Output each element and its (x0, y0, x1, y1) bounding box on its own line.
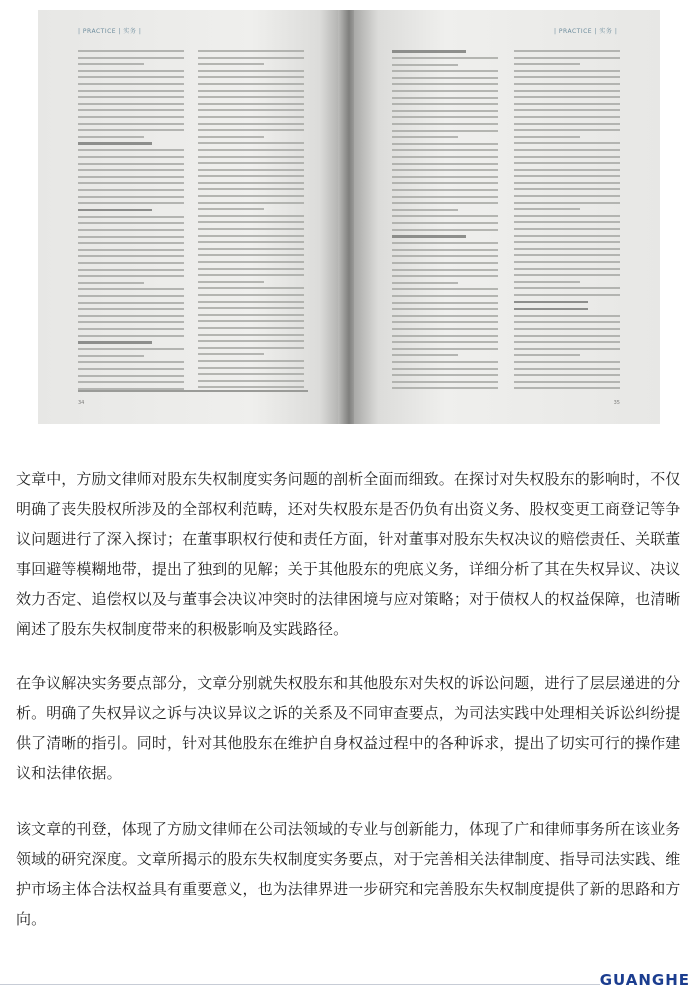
blurred-text-line (198, 156, 304, 158)
blurred-text-line (514, 374, 620, 376)
blurred-text-line (514, 215, 620, 217)
blurred-text-line (198, 221, 304, 223)
blurred-text-line (392, 282, 458, 284)
blurred-text-line (78, 123, 184, 125)
blurred-text-line (78, 328, 184, 330)
blurred-text-line (198, 103, 304, 105)
blurred-text-line (78, 63, 144, 65)
blurred-text-line (78, 315, 184, 317)
blurred-text-line (78, 255, 184, 257)
blurred-text-line (78, 242, 184, 244)
blurred-text-line (514, 103, 620, 105)
blurred-text-line (198, 235, 304, 237)
right-page-column-2 (514, 50, 620, 394)
blurred-text-line (514, 348, 620, 350)
blurred-text-line (198, 123, 304, 125)
paragraph-2-text: 在争议解决实务要点部分，文章分别就失权股东和其他股东对失权的诉讼问题，进行了层层递进的分析。明确了失权异议之诉与决议异议之诉的关系及不同审查要点，为司法实践中处理相关诉讼纠纷提供了清晰的指引。同时，针对其他股东在维护自身权益过程中的各种诉求，提出了切实可行的操作建议和法律依据。 (16, 674, 681, 782)
blurred-text-line (514, 175, 620, 177)
open-magazine (38, 10, 660, 424)
blurred-text-line (78, 262, 184, 264)
blurred-text-line (78, 163, 184, 165)
blurred-text-line (392, 288, 498, 290)
blurred-text-line (198, 169, 304, 171)
blurred-text-line (514, 301, 588, 304)
blurred-text-line (78, 275, 184, 277)
blurred-text-line (78, 202, 184, 204)
blurred-text-line (78, 96, 184, 98)
blurred-text-line (198, 301, 304, 303)
blurred-text-line (198, 208, 264, 210)
blurred-text-line (198, 50, 304, 52)
blurred-text-line (198, 248, 304, 250)
blurred-text-line (78, 142, 152, 145)
left-page-column-2 (198, 50, 304, 393)
blurred-text-line (198, 90, 304, 92)
blurred-text-line (392, 222, 498, 224)
left-page-footnote (78, 390, 308, 392)
blurred-text-line (78, 308, 184, 310)
blurred-text-line (198, 287, 304, 289)
blurred-text-line (392, 308, 498, 310)
blurred-text-line (78, 236, 184, 238)
blurred-text-line (198, 182, 304, 184)
blurred-text-line (514, 281, 580, 283)
blurred-text-line (514, 109, 620, 111)
blurred-text-line (78, 50, 184, 52)
blurred-text-line (78, 341, 152, 344)
blurred-text-line (514, 248, 620, 250)
blurred-text-line (392, 315, 498, 317)
blurred-text-line (392, 123, 498, 125)
blurred-text-line (198, 195, 304, 197)
blurred-text-line (198, 162, 304, 164)
blurred-text-line (392, 90, 498, 92)
blurred-text-line (514, 162, 620, 164)
blurred-text-line (514, 195, 620, 197)
left-page-header: | PRACTICE | 实务 | (78, 28, 142, 35)
blurred-text-line (78, 295, 184, 297)
blurred-text-line (392, 374, 498, 376)
footer-divider (0, 984, 600, 985)
blurred-text-line (78, 282, 144, 284)
blurred-text-line (392, 249, 498, 251)
paragraph-1-text: 文章中，方励文律师对股东失权制度实务问题的剖析全面而细致。在探讨对失权股东的影响时，不仅明确了丧失股权所涉及的全部权利范畴，还对失权股东是否仍负有出资义务、股权变更工商登记等争议问题进行了深入探讨；在董事职权行使和责任方面，针对董事对股东失权决议的赔偿责任、关联董事回避等模糊地带，提出了独到的见解；关于其他股东的兜底义务，详细分析了其在失权异议、决议效力否定、追偿权以及与董事会决议冲突时的法律困境与应对策略；对于债权人的权益保障，也清晰阐述了股东失权制度带来的积极影响及实践路径。 (16, 470, 681, 638)
blurred-text-line (78, 222, 184, 224)
magazine-right-page (354, 10, 660, 424)
blurred-text-line (392, 209, 458, 211)
blurred-text-line (514, 315, 620, 317)
blurred-text-line (514, 387, 620, 389)
blurred-text-line (392, 354, 458, 356)
blurred-text-line (198, 109, 304, 111)
blurred-text-line (392, 143, 498, 145)
blurred-text-line (198, 261, 304, 263)
blurred-text-line (514, 208, 580, 210)
blurred-text-line (198, 353, 264, 355)
blurred-text-line (78, 129, 184, 131)
blurred-text-line (514, 354, 580, 356)
blurred-text-line (198, 320, 304, 322)
blurred-text-line (514, 294, 620, 296)
blurred-text-line (514, 76, 620, 78)
blurred-text-line (392, 387, 498, 389)
blurred-text-line (78, 57, 184, 59)
blurred-text-line (198, 334, 304, 336)
blurred-text-line (392, 215, 498, 217)
blurred-text-line (392, 149, 498, 151)
blurred-text-line (514, 142, 620, 144)
blurred-text-line (514, 70, 620, 72)
blurred-text-line (392, 242, 498, 244)
blurred-text-line (392, 64, 458, 66)
blurred-text-line (78, 368, 184, 370)
blurred-text-line (514, 287, 620, 289)
blurred-text-line (78, 249, 184, 251)
blurred-text-line (514, 228, 620, 230)
blurred-text-line (392, 176, 498, 178)
blurred-text-line (514, 50, 620, 52)
blurred-text-line (392, 130, 498, 132)
left-page-column-1 (78, 50, 184, 394)
blurred-text-line (78, 169, 184, 171)
blurred-text-line (392, 182, 498, 184)
blurred-text-line (514, 221, 620, 223)
blurred-text-line (392, 255, 498, 257)
blurred-text-line (392, 57, 498, 59)
blurred-text-line (78, 355, 144, 357)
blurred-text-line (514, 96, 620, 98)
blurred-text-line (198, 360, 304, 362)
blurred-text-line (514, 261, 620, 263)
blurred-text-line (78, 302, 184, 304)
blurred-text-line (78, 229, 184, 231)
blurred-text-line (198, 274, 304, 276)
blurred-text-line (198, 241, 304, 243)
blurred-text-line (198, 373, 304, 375)
blurred-text-line (514, 129, 620, 131)
blurred-text-line (78, 381, 184, 383)
blurred-text-line (78, 335, 184, 337)
blurred-text-line (514, 169, 620, 171)
blurred-text-line (392, 116, 498, 118)
blurred-text-line (78, 375, 184, 377)
blurred-text-line (514, 182, 620, 184)
blurred-text-line (198, 57, 304, 59)
blurred-text-line (392, 189, 498, 191)
blurred-text-line (392, 269, 498, 271)
blurred-text-line (514, 268, 620, 270)
blurred-text-line (78, 83, 184, 85)
blurred-text-line (514, 235, 620, 237)
blurred-text-line (198, 268, 304, 270)
blurred-text-line (198, 96, 304, 98)
blurred-text-line (392, 169, 498, 171)
blurred-text-line (198, 116, 304, 118)
blurred-text-line (78, 361, 184, 363)
blurred-text-line (198, 63, 264, 65)
blurred-text-line (198, 386, 304, 388)
blurred-text-line (198, 327, 304, 329)
blurred-text-line (198, 215, 304, 217)
blurred-text-line (392, 361, 498, 363)
blurred-text-line (514, 116, 620, 118)
magazine-left-page (38, 10, 344, 424)
blurred-text-line (392, 97, 498, 99)
blurred-text-line (78, 189, 184, 191)
blurred-text-line (392, 328, 498, 330)
blurred-text-line (392, 302, 498, 304)
blurred-text-line (198, 188, 304, 190)
blurred-text-line (78, 209, 152, 212)
blurred-text-line (392, 368, 498, 370)
blurred-text-line (198, 254, 304, 256)
blurred-text-line (78, 136, 144, 138)
blurred-text-line (392, 202, 498, 204)
blurred-text-line (78, 348, 184, 350)
blurred-text-line (514, 381, 620, 383)
blurred-text-line (78, 109, 184, 111)
paragraph-1 (16, 464, 684, 644)
blurred-text-line (198, 380, 304, 382)
right-page-header: | PRACTICE | 实务 | (554, 28, 618, 35)
blurred-text-line (392, 229, 498, 231)
blurred-text-line (78, 288, 184, 290)
blurred-text-line (392, 83, 498, 85)
blurred-text-line (198, 294, 304, 296)
blurred-text-line (198, 228, 304, 230)
blurred-text-line (78, 76, 184, 78)
blurred-text-line (514, 328, 620, 330)
blurred-text-line (198, 202, 304, 204)
blurred-text-line (514, 241, 620, 243)
blurred-text-line (514, 274, 620, 276)
blurred-text-line (514, 308, 588, 311)
blurred-text-line (78, 216, 184, 218)
left-page-number: 34 (78, 400, 85, 406)
blurred-text-line (392, 262, 498, 264)
blurred-text-line (78, 269, 184, 271)
blurred-text-line (198, 175, 304, 177)
blurred-text-line (392, 341, 498, 343)
blurred-text-line (78, 196, 184, 198)
blurred-text-line (514, 361, 620, 363)
blurred-text-line (198, 281, 264, 283)
blurred-text-line (514, 123, 620, 125)
blurred-text-line (392, 275, 498, 277)
blurred-text-line (514, 83, 620, 85)
blurred-text-line (514, 90, 620, 92)
blurred-text-line (392, 348, 498, 350)
paragraph-3-text: 该文章的刊登，体现了方励文律师在公司法领域的专业与创新能力，体现了广和律师事务所在该业务领域的研究深度。文章所揭示的股东失权制度实务要点，对于完善相关法律制度、指导司法实践、维护市场主体合法权益具有重要意义，也为法律界进一步研究和完善股东失权制度提供了新的思路和方向。 (16, 820, 681, 928)
blurred-text-line (198, 136, 264, 138)
blurred-text-line (198, 314, 304, 316)
blurred-text-line (198, 76, 304, 78)
blurred-text-line (392, 381, 498, 383)
right-page-number: 35 (613, 400, 620, 406)
blurred-text-line (198, 347, 304, 349)
blurred-text-line (392, 50, 466, 53)
blurred-text-line (198, 307, 304, 309)
blurred-text-line (514, 188, 620, 190)
blurred-text-line (514, 156, 620, 158)
blurred-text-line (78, 149, 184, 151)
blurred-text-line (198, 142, 304, 144)
blurred-text-line (392, 77, 498, 79)
blurred-text-line (198, 70, 304, 72)
blurred-text-line (514, 335, 620, 337)
blurred-text-line (514, 368, 620, 370)
blurred-text-line (198, 129, 304, 131)
blurred-text-line (392, 295, 498, 297)
blurred-text-line (514, 149, 620, 151)
blurred-text-line (198, 340, 304, 342)
blurred-text-line (514, 202, 620, 204)
blurred-text-line (78, 156, 184, 158)
blurred-text-line (514, 136, 580, 138)
blurred-text-line (392, 335, 498, 337)
blurred-text-line (78, 182, 184, 184)
magazine-photo (0, 0, 700, 438)
blurred-text-line (78, 321, 184, 323)
blurred-text-line (514, 341, 620, 343)
blurred-text-line (392, 235, 466, 238)
blurred-text-line (392, 321, 498, 323)
brand-logo-text: GUANGHE (599, 971, 690, 989)
blurred-text-line (78, 116, 184, 118)
blurred-text-line (198, 83, 304, 85)
blurred-text-line (78, 90, 184, 92)
blurred-text-line (392, 156, 498, 158)
blurred-text-line (392, 196, 498, 198)
blurred-text-line (198, 149, 304, 151)
blurred-text-line (392, 103, 498, 105)
blurred-text-line (392, 136, 458, 138)
blurred-text-line (392, 163, 498, 165)
blurred-text-line (392, 70, 498, 72)
right-page-column-1 (392, 50, 498, 394)
blurred-text-line (514, 63, 580, 65)
blurred-text-line (392, 110, 498, 112)
blurred-text-line (514, 57, 620, 59)
blurred-text-line (78, 176, 184, 178)
paragraph-3 (16, 814, 684, 934)
blurred-text-line (78, 103, 184, 105)
paragraph-2 (16, 668, 684, 788)
blurred-text-line (198, 367, 304, 369)
blurred-text-line (514, 321, 620, 323)
blurred-text-line (514, 254, 620, 256)
blurred-text-line (78, 70, 184, 72)
